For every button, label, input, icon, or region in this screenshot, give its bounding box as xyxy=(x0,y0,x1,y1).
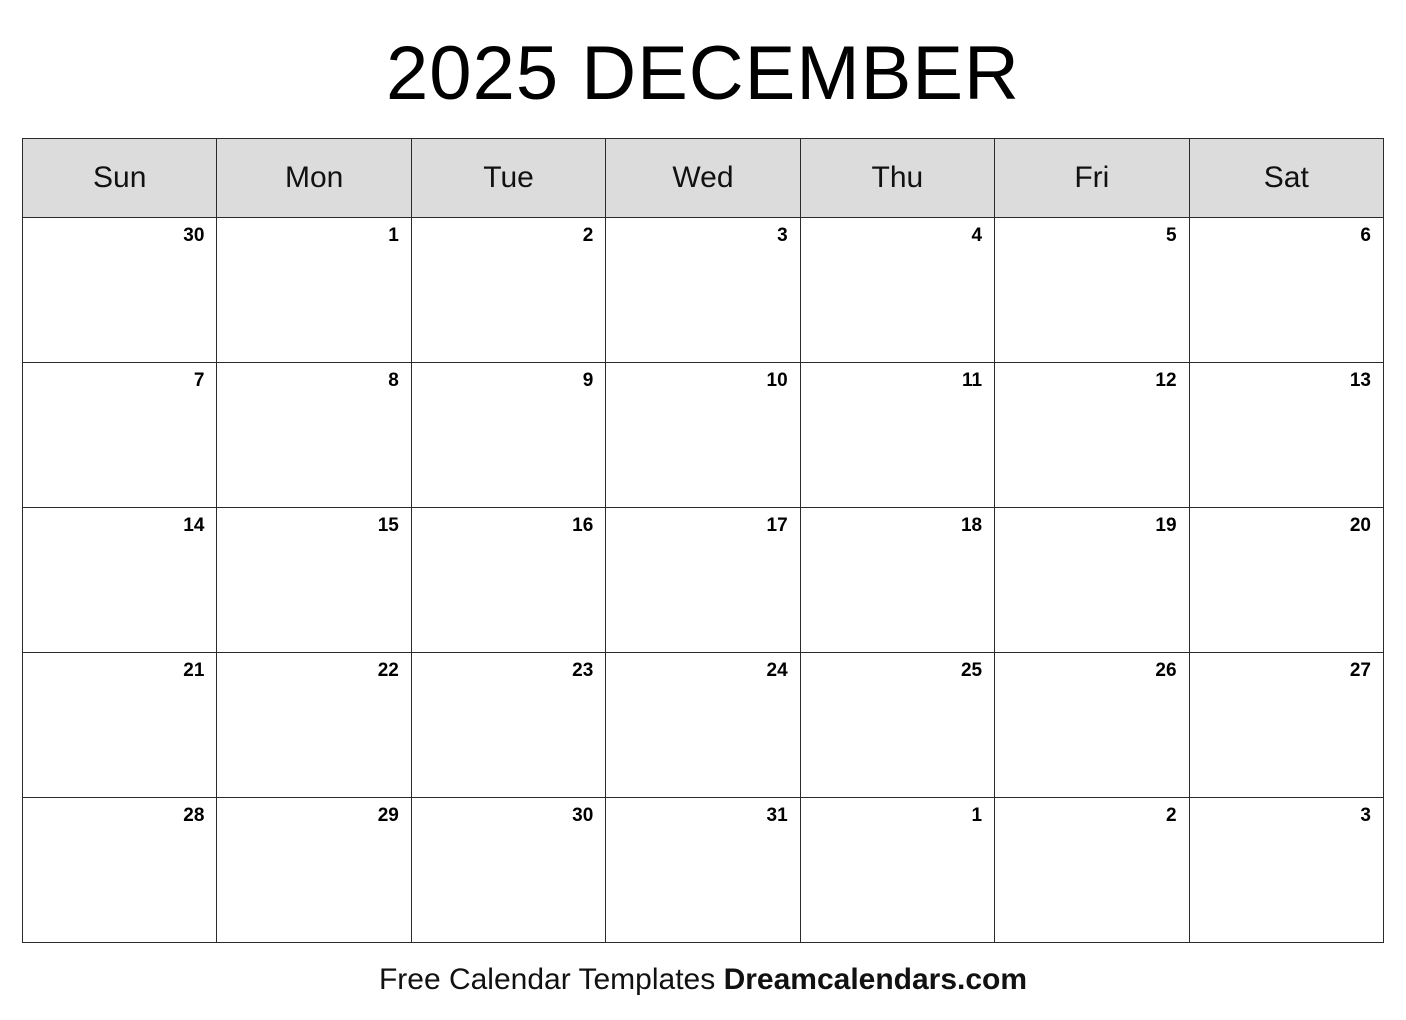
day-cell[interactable] xyxy=(217,798,411,943)
day-cell[interactable] xyxy=(411,798,605,943)
weekday-header-thu: Thu xyxy=(800,139,994,218)
day-number: 24 xyxy=(766,660,788,681)
day-number: 4 xyxy=(971,225,983,246)
day-number: 11 xyxy=(962,370,983,391)
day-number: 30 xyxy=(183,225,205,246)
day-cell[interactable] xyxy=(800,363,994,508)
day-number: 19 xyxy=(1155,515,1177,536)
page-title: 2025 DECEMBER xyxy=(386,31,1020,116)
day-number: 15 xyxy=(377,515,399,536)
day-number: 21 xyxy=(183,660,205,681)
calendar-week-row xyxy=(23,653,1384,798)
day-number: 1 xyxy=(971,805,983,826)
day-cell[interactable] xyxy=(995,218,1189,363)
day-number: 17 xyxy=(766,515,788,536)
day-number: 8 xyxy=(388,370,399,391)
day-number: 6 xyxy=(1360,225,1371,246)
day-number: 5 xyxy=(1165,225,1177,246)
footer-text: Free Calendar Templates xyxy=(378,963,724,996)
day-cell[interactable] xyxy=(995,798,1189,943)
day-number: 20 xyxy=(1349,515,1371,536)
day-number: 10 xyxy=(766,370,788,391)
weekday-header-mon: Mon xyxy=(217,139,411,218)
weekday-header-sun: Sun xyxy=(23,139,217,218)
day-number: 22 xyxy=(377,660,399,681)
day-cell[interactable] xyxy=(606,798,800,943)
day-cell[interactable] xyxy=(800,798,994,943)
day-cell[interactable] xyxy=(995,653,1189,798)
weekday-header-row xyxy=(23,139,1384,218)
day-cell[interactable] xyxy=(217,508,411,653)
day-number: 26 xyxy=(1155,660,1177,681)
day-number: 30 xyxy=(572,805,594,826)
day-number: 9 xyxy=(582,370,594,391)
weekday-header-wed: Wed xyxy=(606,139,800,218)
day-cell[interactable] xyxy=(1189,508,1383,653)
day-cell[interactable] xyxy=(23,653,217,798)
day-cell[interactable] xyxy=(23,218,217,363)
day-cell[interactable] xyxy=(411,218,605,363)
day-number: 3 xyxy=(1360,805,1371,826)
day-cell[interactable] xyxy=(217,363,411,508)
day-cell[interactable] xyxy=(217,653,411,798)
footer xyxy=(0,962,1406,998)
day-number: 1 xyxy=(388,225,399,246)
day-cell[interactable] xyxy=(995,363,1189,508)
day-number: 12 xyxy=(1155,370,1177,391)
calendar-week-row xyxy=(23,218,1384,363)
day-cell[interactable] xyxy=(606,363,800,508)
day-number: 13 xyxy=(1349,370,1371,391)
weekday-header-sat: Sat xyxy=(1189,139,1383,218)
day-cell[interactable] xyxy=(606,653,800,798)
weekday-header-fri: Fri xyxy=(995,139,1189,218)
day-cell[interactable] xyxy=(1189,798,1383,943)
day-number: 28 xyxy=(183,805,205,826)
calendar-week-row xyxy=(23,363,1384,508)
weekday-header-tue: Tue xyxy=(411,139,605,218)
day-cell[interactable] xyxy=(23,798,217,943)
day-cell[interactable] xyxy=(800,218,994,363)
day-cell[interactable] xyxy=(606,218,800,363)
day-number: 23 xyxy=(572,660,594,681)
day-cell[interactable] xyxy=(800,653,994,798)
day-number: 18 xyxy=(960,515,983,536)
day-cell[interactable] xyxy=(411,653,605,798)
day-number: 29 xyxy=(377,805,399,826)
day-number: 2 xyxy=(582,225,594,246)
day-cell[interactable] xyxy=(995,508,1189,653)
day-number: 25 xyxy=(960,660,983,681)
day-cell[interactable] xyxy=(411,363,605,508)
day-number: 16 xyxy=(572,515,594,536)
calendar-week-row xyxy=(23,508,1384,653)
day-number: 31 xyxy=(766,805,788,826)
day-cell[interactable] xyxy=(1189,218,1383,363)
day-number: 3 xyxy=(777,225,788,246)
footer-brand: Dreamcalendars.com xyxy=(723,963,1028,996)
day-cell[interactable] xyxy=(1189,653,1383,798)
day-cell[interactable] xyxy=(606,508,800,653)
day-cell[interactable] xyxy=(23,508,217,653)
calendar-grid xyxy=(22,138,1384,943)
day-cell[interactable] xyxy=(800,508,994,653)
day-number: 7 xyxy=(193,370,205,391)
calendar-week-row xyxy=(23,798,1384,943)
day-number: 27 xyxy=(1349,660,1371,681)
day-cell[interactable] xyxy=(217,218,411,363)
day-cell[interactable] xyxy=(23,363,217,508)
day-cell[interactable] xyxy=(411,508,605,653)
day-cell[interactable] xyxy=(1189,363,1383,508)
day-number: 2 xyxy=(1165,805,1177,826)
day-number: 14 xyxy=(183,515,205,536)
